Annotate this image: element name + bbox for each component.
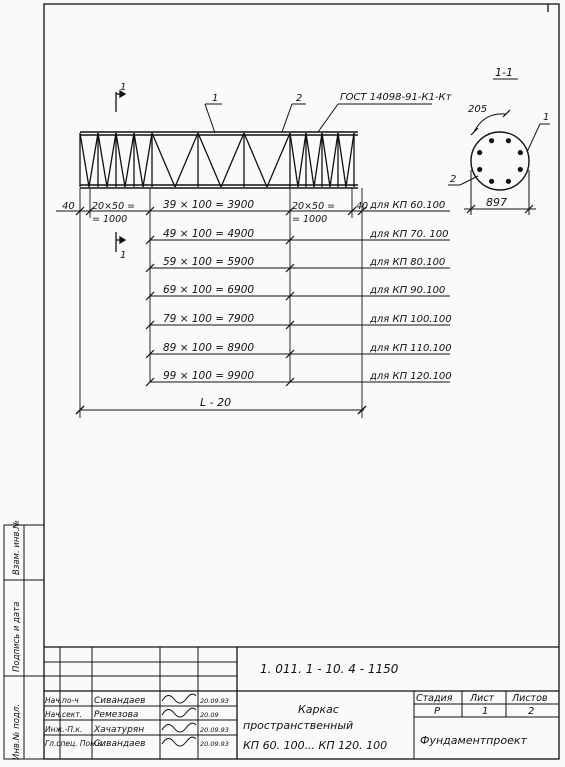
spiral-rebar	[80, 133, 354, 187]
section-rebar-dot	[518, 150, 523, 155]
section-dim-205: 205	[468, 104, 488, 115]
organization: Фундаментпроект	[420, 734, 527, 747]
stamp-inv-podl: Инв.№ подл.	[12, 704, 22, 760]
tb-signature	[162, 737, 196, 746]
drawing-code: 1. 011. 1 - 10. 4 - 1150	[260, 662, 399, 676]
section-rebar-dot	[506, 179, 511, 184]
dim-row-value: 39 × 100 = 3900	[163, 199, 255, 211]
tb-role: Инж.-П.к.	[45, 725, 83, 734]
dim-row-label: для КП 70. 100	[370, 229, 449, 240]
dim-1000-left: = 1000	[92, 214, 128, 225]
dim-row-value: 89 × 100 = 8900	[163, 342, 255, 354]
tb-name: Хачатурян	[94, 725, 145, 735]
dim-row-value: 49 × 100 = 4900	[163, 228, 255, 240]
margin-stamp	[4, 525, 44, 759]
dim-row-label: для КП 110.100	[370, 343, 452, 354]
dim-40-right: 40	[356, 201, 369, 212]
section-rebar-dot	[477, 150, 482, 155]
dim-row-value: 99 × 100 = 9900	[163, 370, 255, 382]
sheets-label: Листов	[512, 693, 548, 704]
section-callout-2: 2	[450, 174, 457, 185]
stage-label: Стадия	[416, 693, 453, 704]
overall-dimension: L - 20	[200, 396, 232, 409]
dim-row-value: 69 × 100 = 6900	[163, 284, 255, 296]
dim-row-label: для КП 80.100	[370, 257, 446, 268]
section-callout-1: 1	[543, 112, 550, 123]
tb-name: Ремезова	[94, 710, 139, 720]
section-dim-897: 897	[486, 196, 507, 209]
dim-row-value: 79 × 100 = 7900	[163, 313, 255, 325]
section-title: 1-1	[495, 66, 513, 79]
stamp-signature-date: Подпись и дата	[12, 601, 22, 672]
tb-name: Сивандаев	[94, 739, 146, 749]
tb-role: Нач.сект.	[45, 710, 83, 719]
dim-row-label: для КП 90.100	[370, 285, 446, 296]
section-rebar-dot	[506, 138, 511, 143]
tb-date: 20.09	[200, 711, 219, 719]
tb-signature	[162, 694, 196, 703]
sheets-value: 2	[528, 706, 535, 717]
title-name-line3: КП 60. 100... КП 120. 100	[243, 739, 388, 752]
dim-40-left: 40	[62, 201, 75, 212]
dim-20x50-right: 20×50 =	[292, 201, 336, 212]
section-rebar-dot	[489, 138, 494, 143]
stamp-vzam-inv: Взам. инв.№	[12, 519, 22, 575]
tb-role: Нач.по-ч	[45, 696, 79, 705]
dim-20x50-left: 20×50 =	[92, 201, 136, 212]
section-1-1	[448, 66, 550, 215]
cage-elevation	[56, 82, 453, 418]
sheet-label: Лист	[470, 693, 495, 704]
section-rebar-dot	[489, 179, 494, 184]
dim-row-label: для КП 100.100	[370, 314, 452, 325]
sheet-value: 1	[482, 706, 489, 717]
dim-row-label: для КП 60.100	[370, 200, 446, 211]
dim-row-value: 59 × 100 = 5900	[163, 256, 255, 268]
section-rebar-dot	[518, 167, 523, 172]
tb-date: 20.09.93	[200, 740, 229, 748]
dim-row-label: для КП 120.100	[370, 371, 452, 382]
callout-2-label: 2	[296, 93, 303, 104]
title-name-line1: Каркас	[298, 703, 339, 716]
tb-role: Гл.спец. Пон.к.	[45, 739, 105, 748]
tb-signature	[162, 708, 196, 717]
section-mark-top: 1	[120, 82, 127, 93]
callout-1-label: 1	[212, 93, 219, 104]
tb-date: 20.09.93	[200, 726, 229, 734]
gost-label: ГОСТ 14098-91-К1-Кт	[340, 92, 452, 103]
section-mark-bottom: 1	[120, 250, 127, 261]
section-rebar-dot	[477, 167, 482, 172]
tb-date: 20.09.93	[200, 697, 229, 705]
title-name-line2: пространственный	[243, 719, 354, 732]
dim-1000-right: = 1000	[292, 214, 328, 225]
tb-signature	[162, 723, 196, 732]
tb-name: Сивандаев	[94, 696, 146, 706]
stage-value: Р	[434, 706, 441, 717]
